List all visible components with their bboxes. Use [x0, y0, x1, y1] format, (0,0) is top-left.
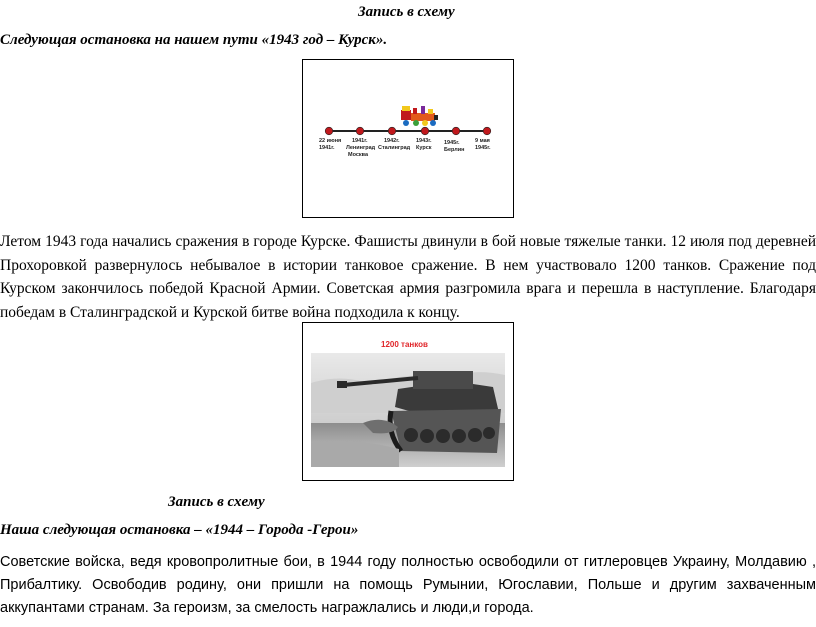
- timeline-stop-label: 22 июня 1941г.: [319, 138, 342, 151]
- timeline-stop-label: 1942г. Сталинград: [378, 138, 411, 151]
- timeline-stop-label: 1943г. Курск: [416, 138, 432, 151]
- timeline-dot: [452, 127, 460, 135]
- timeline-dot: [388, 127, 396, 135]
- section1-subheading: Следующая остановка на нашем пути «1943 год – Курск».: [0, 32, 388, 48]
- timeline-dot: [325, 127, 333, 135]
- timeline-dot: [421, 127, 429, 135]
- section2-heading: Запись в схему: [168, 494, 265, 510]
- tank-figure: [302, 322, 514, 481]
- section2-subheading: Наша следующая остановка – «1944 – Города -Герои»: [0, 522, 359, 538]
- tank-caption: 1200 танков: [381, 340, 428, 349]
- timeline-stop-label: 1941г. Ленинград Москва: [346, 138, 376, 158]
- tank-photo: [303, 323, 513, 480]
- paragraph-hero-cities: Советские войска, ведя кровопролитные бои, в 1944 году полностью освободили от гитлеровцев Украину, Молдавию , Прибалтику. Освободив родину, они пришли на помощь Румынии, Югославии, Польше и другим захваченным аккупантами странам. За героизм, за смелость награжлались и люди,и города.: [0, 554, 816, 616]
- timeline-stop-label: 9 мая 1945г.: [475, 138, 491, 151]
- section1-heading: Запись в схему: [358, 4, 455, 20]
- paragraph-kursk: Летом 1943 года начались сражения в городе Курске. Фашисты двинули в бой новые тяжелые танки. 12 июля под деревней Прохоровкой развернулось небывалое в истории танковое сражение. В нем участвовало 1200 танков. Сражение под Курском закончилось победой Красной Армии. Советская армия разгромила врага и перешла в наступление. Благодаря победам в Сталинградской и Курской битве война подходила к концу.: [0, 233, 816, 321]
- timeline-stop-label: 1945г. Берлин: [444, 140, 465, 153]
- timeline-dot: [483, 127, 491, 135]
- timeline-figure: [302, 59, 514, 218]
- steam-train-icon: [401, 106, 438, 126]
- timeline-dot: [356, 127, 364, 135]
